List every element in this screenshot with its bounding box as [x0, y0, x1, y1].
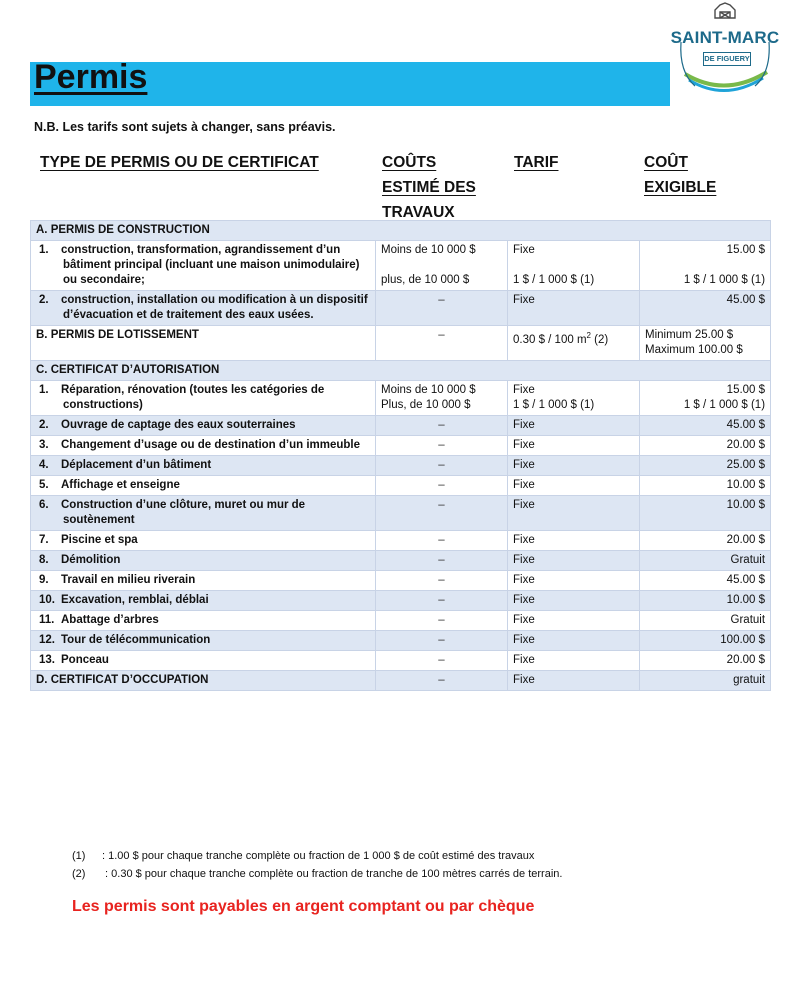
- table-row: [31, 291, 771, 326]
- amount-due: 25.00 $: [640, 456, 771, 476]
- permit-description: 11. Abattage d’arbres: [31, 611, 376, 631]
- estimated-cost: Moins de 10 000 $ Plus, de 10 000 $: [376, 381, 508, 416]
- permit-description: 2. Ouvrage de captage des eaux souterraines: [31, 416, 376, 436]
- table-row: [31, 611, 771, 631]
- tarif: Fixe: [508, 456, 640, 476]
- permit-description: 12. Tour de télécommunication: [31, 631, 376, 651]
- tarif: Fixe: [508, 611, 640, 631]
- estimated-cost: Moins de 10 000 $ plus, de 10 000 $: [376, 241, 508, 291]
- payment-note: Les permis sont payables en argent comptant ou par chèque: [72, 898, 535, 915]
- section-title: C. CERTIFICAT D’AUTORISATION: [31, 361, 771, 381]
- amount-due: 15.00 $ 1 $ / 1 000 $ (1): [640, 241, 771, 291]
- estimated-cost: –: [376, 496, 508, 531]
- amount-due: 45.00 $: [640, 571, 771, 591]
- amount-due: 15.00 $ 1 $ / 1 000 $ (1): [640, 381, 771, 416]
- amount-due: 45.00 $: [640, 291, 771, 326]
- permit-description: 8. Démolition: [31, 551, 376, 571]
- permit-description: 7. Piscine et spa: [31, 531, 376, 551]
- municipality-logo: [665, 2, 785, 102]
- amount-due: 10.00 $: [640, 476, 771, 496]
- permit-description: 6. Construction d’une clôture, muret ou mur de soutènement: [31, 496, 376, 531]
- column-tarif-header: TARIF: [514, 154, 559, 171]
- section-title: B. PERMIS DE LOTISSEMENT: [31, 326, 376, 361]
- table-row: [31, 631, 771, 651]
- permit-description: 10. Excavation, remblai, déblai: [31, 591, 376, 611]
- table-row: [31, 651, 771, 671]
- permit-description: 2. construction, installation ou modification à un dispositif d’évacuation et de traitement des eaux usées.: [31, 291, 376, 326]
- amount-due: 20.00 $: [640, 531, 771, 551]
- section-row: [31, 361, 771, 381]
- amount-due: Minimum 25.00 $ Maximum 100.00 $: [640, 326, 771, 361]
- permit-description: 9. Travail en milieu riverain: [31, 571, 376, 591]
- tarif: Fixe 1 $ / 1 000 $ (1): [508, 241, 640, 291]
- estimated-cost: –: [376, 436, 508, 456]
- table-row: [31, 456, 771, 476]
- page-title: Permis: [34, 58, 148, 96]
- section-row: [31, 221, 771, 241]
- column-due-header: COÛT EXIGIBLE: [644, 154, 717, 196]
- permit-description: 13. Ponceau: [31, 651, 376, 671]
- estimated-cost: –: [376, 326, 508, 361]
- amount-due: 20.00 $: [640, 651, 771, 671]
- tarif: 0.30 $ / 100 $m^2$ (2): [508, 326, 640, 361]
- barn-icon: [715, 3, 735, 18]
- column-type-header: TYPE DE PERMIS OU DE CERTIFICAT: [40, 154, 319, 171]
- estimated-cost: –: [376, 651, 508, 671]
- section-row: [31, 671, 771, 691]
- amount-due: 100.00 $: [640, 631, 771, 651]
- tarif: Fixe: [508, 416, 640, 436]
- table-row: [31, 476, 771, 496]
- column-cost-header: COÛTS ESTIMÉ DES TRAVAUX: [382, 154, 476, 221]
- table-row: [31, 416, 771, 436]
- tarif: Fixe: [508, 651, 640, 671]
- tarif: Fixe: [508, 531, 640, 551]
- permit-fees-table: [30, 220, 771, 691]
- amount-due: Gratuit: [640, 551, 771, 571]
- tarif: Fixe: [508, 591, 640, 611]
- tarif: Fixe: [508, 551, 640, 571]
- table-row: [31, 551, 771, 571]
- section-title: D. CERTIFICAT D’OCCUPATION: [31, 671, 376, 691]
- section-title: A. PERMIS DE CONSTRUCTION: [31, 221, 771, 241]
- tarif: Fixe: [508, 496, 640, 531]
- amount-due: Gratuit: [640, 611, 771, 631]
- estimated-cost: –: [376, 456, 508, 476]
- estimated-cost: –: [376, 551, 508, 571]
- table-row: [31, 496, 771, 531]
- logo-name: SAINT-MARC: [670, 28, 780, 47]
- estimated-cost: –: [376, 671, 508, 691]
- table-row: [31, 241, 771, 291]
- tarif: Fixe 1 $ / 1 000 $ (1): [508, 381, 640, 416]
- estimated-cost: –: [376, 591, 508, 611]
- footnote-2: (2) : 0.30 $ pour chaque tranche complète ou fraction de tranche de 100 mètres carrés de terrain.: [72, 868, 563, 880]
- amount-due: 20.00 $: [640, 436, 771, 456]
- amount-due: 10.00 $: [640, 591, 771, 611]
- permit-description: 1. Réparation, rénovation (toutes les catégories de constructions): [31, 381, 376, 416]
- amount-due: 45.00 $: [640, 416, 771, 436]
- tarif: Fixe: [508, 571, 640, 591]
- footnote-1: (1) : 1.00 $ pour chaque tranche complète ou fraction de 1 000 $ de coût estimé des travaux: [72, 850, 535, 862]
- estimated-cost: –: [376, 531, 508, 551]
- permit-description: 3. Changement d’usage ou de destination d’un immeuble: [31, 436, 376, 456]
- section-row: [31, 326, 771, 361]
- amount-due: 10.00 $: [640, 496, 771, 531]
- tarif: Fixe: [508, 436, 640, 456]
- estimated-cost: –: [376, 611, 508, 631]
- estimated-cost: –: [376, 416, 508, 436]
- tarif: Fixe: [508, 476, 640, 496]
- estimated-cost: –: [376, 291, 508, 326]
- estimated-cost: –: [376, 571, 508, 591]
- permit-description: 4. Déplacement d’un bâtiment: [31, 456, 376, 476]
- estimated-cost: –: [376, 631, 508, 651]
- price-notice: N.B. Les tarifs sont sujets à changer, sans préavis.: [34, 120, 336, 134]
- amount-due: gratuit: [640, 671, 771, 691]
- tarif: Fixe: [508, 291, 640, 326]
- estimated-cost: –: [376, 476, 508, 496]
- table-row: [31, 531, 771, 551]
- table-row: [31, 591, 771, 611]
- table-row: [31, 571, 771, 591]
- tarif: Fixe: [508, 671, 640, 691]
- permit-description: 5. Affichage et enseigne: [31, 476, 376, 496]
- permit-description: 1. construction, transformation, agrandissement d’un bâtiment principal (incluant une maison unimodulaire) ou secondaire;: [31, 241, 376, 291]
- table-row: [31, 436, 771, 456]
- table-row: [31, 381, 771, 416]
- logo-subtitle: DE FIGUERY: [703, 52, 751, 66]
- tarif: Fixe: [508, 631, 640, 651]
